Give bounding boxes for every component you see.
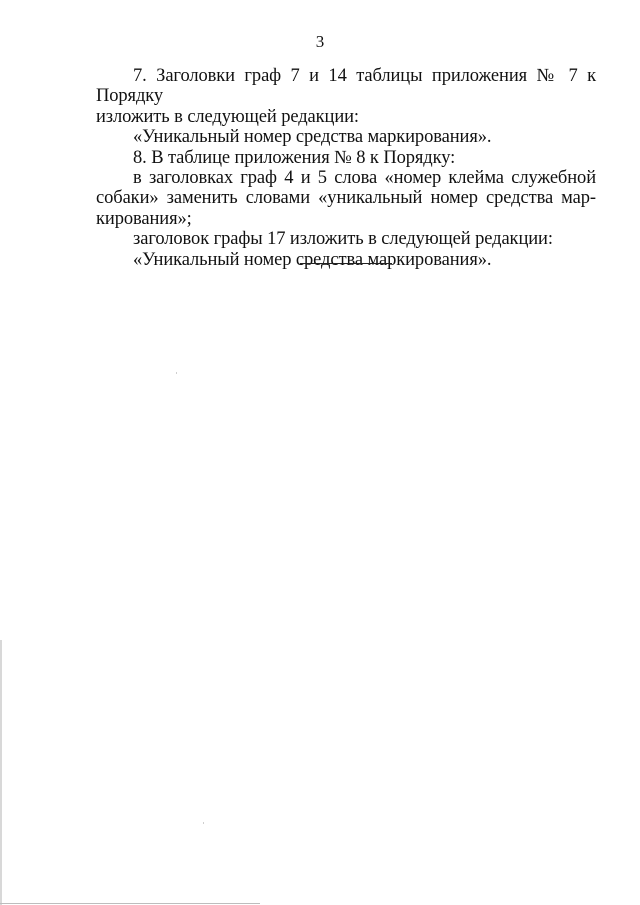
paragraph-column-17: заголовок графы 17 изложить в следующей редакции: [133, 229, 553, 250]
page-number: 3 [315, 32, 325, 51]
paragraph-headers-line-3: кирования»; [96, 208, 192, 229]
scan-left-edge [0, 640, 2, 905]
scan-speck [176, 372, 177, 374]
document-body [96, 66, 596, 270]
paragraph-item-7-line-1: 7. Заголовки граф 7 и 14 таблицы приложения № 7 к Порядку [96, 66, 596, 107]
end-of-text-rule [300, 263, 392, 264]
paragraph-headers-line-1: в заголовках граф 4 и 5 слова «номер клейма служебной [133, 168, 596, 189]
paragraph-item-7-line-2: изложить в следующей редакции: [96, 106, 359, 127]
paragraph-quote-1: «Уникальный номер средства маркирования». [133, 127, 492, 148]
paragraph-quote-2: «Уникальный номер средства маркирования». [133, 249, 492, 270]
scan-speck [203, 822, 204, 824]
paragraph-item-8: 8. В таблице приложения № 8 к Порядку: [133, 147, 456, 168]
scan-bottom-edge [0, 903, 260, 904]
paragraph-headers-line-2: собаки» заменить словами «уникальный номер средства мар- [96, 188, 596, 209]
